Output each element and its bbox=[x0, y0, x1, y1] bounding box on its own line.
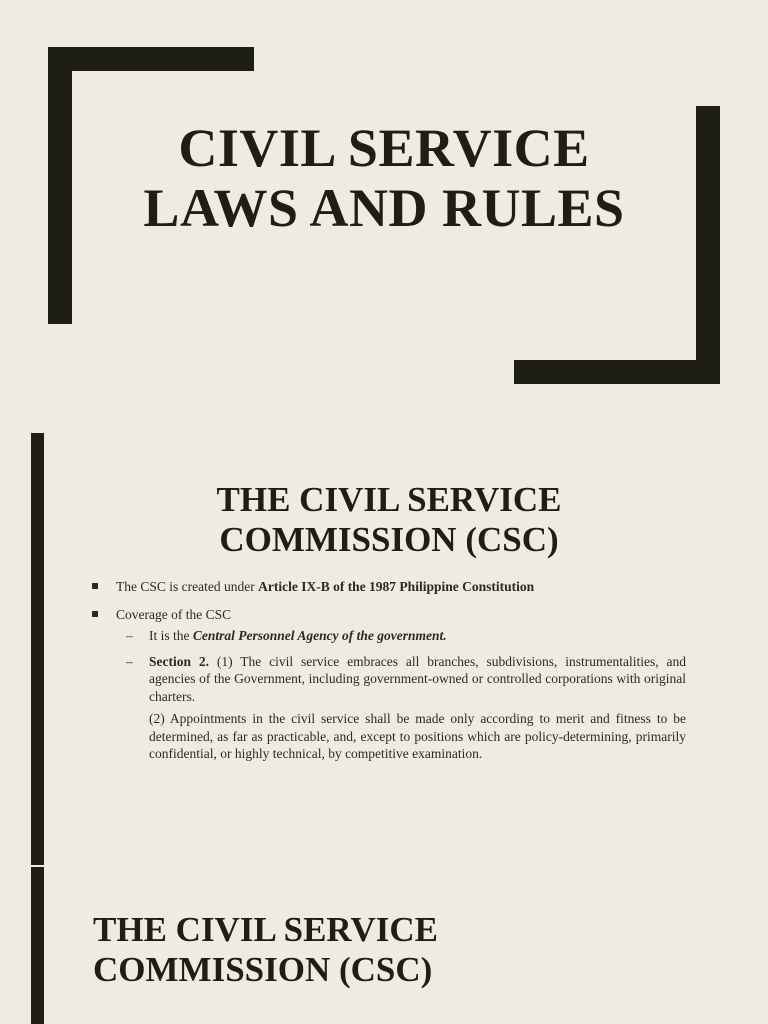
left-accent-bar bbox=[31, 433, 44, 865]
left-accent-bar bbox=[31, 867, 44, 1024]
next-slide-title bbox=[93, 910, 438, 990]
constitution-reference: Article IX-B of the 1987 Philippine Constitution bbox=[258, 579, 535, 594]
bullet-item-constitution: The CSC is created under Article IX-B of the 1987 Philippine Constitution bbox=[92, 578, 686, 596]
sub-item-agency: – It is the Central Personnel Agency of the government. bbox=[126, 628, 447, 643]
slide-title-line1: THE CIVIL SERVICE bbox=[216, 480, 562, 519]
slide-body bbox=[92, 578, 686, 763]
bullet-item-coverage: Coverage of the CSC bbox=[92, 606, 686, 624]
next-slide bbox=[0, 865, 768, 1024]
frame-bottom-right-horizontal bbox=[514, 360, 720, 384]
frame-top-left-horizontal bbox=[48, 47, 254, 71]
square-bullet-icon bbox=[92, 583, 98, 589]
main-title-line2: LAWS AND RULES bbox=[143, 178, 625, 238]
content-slide bbox=[0, 410, 768, 865]
main-title bbox=[100, 118, 668, 238]
next-slide-title-line2: COMMISSION (CSC) bbox=[93, 950, 433, 989]
agency-emphasis: Central Personnel Agency of the government. bbox=[192, 628, 447, 643]
sub-item-section2: – Section 2. (1) The civil service embraces all branches, subdivisions, instrumentalities, and agencies of the Government, including government-owned or controlled corporations with original charters. bbox=[126, 653, 686, 704]
square-bullet-icon bbox=[92, 611, 98, 617]
frame-top-left-vertical bbox=[48, 47, 72, 324]
main-title-line1: CIVIL SERVICE bbox=[178, 118, 590, 178]
slide-title-line2: COMMISSION (CSC) bbox=[219, 520, 559, 559]
slide-title bbox=[100, 480, 678, 560]
title-slide bbox=[0, 0, 768, 410]
dash-bullet: – bbox=[126, 653, 133, 669]
dash-bullet: – bbox=[126, 628, 133, 643]
section2-paragraph-2: (2) Appointments in the civil service shall be made only according to merit and fitness to be determined, as far as practicable, and, except to positions which are policy-determining, primarily confidential, or highly technical, by competitive examination. bbox=[149, 711, 686, 761]
frame-bottom-right-vertical bbox=[696, 106, 720, 384]
next-slide-title-line1: THE CIVIL SERVICE bbox=[93, 910, 438, 949]
section-label: Section 2. bbox=[149, 653, 209, 669]
